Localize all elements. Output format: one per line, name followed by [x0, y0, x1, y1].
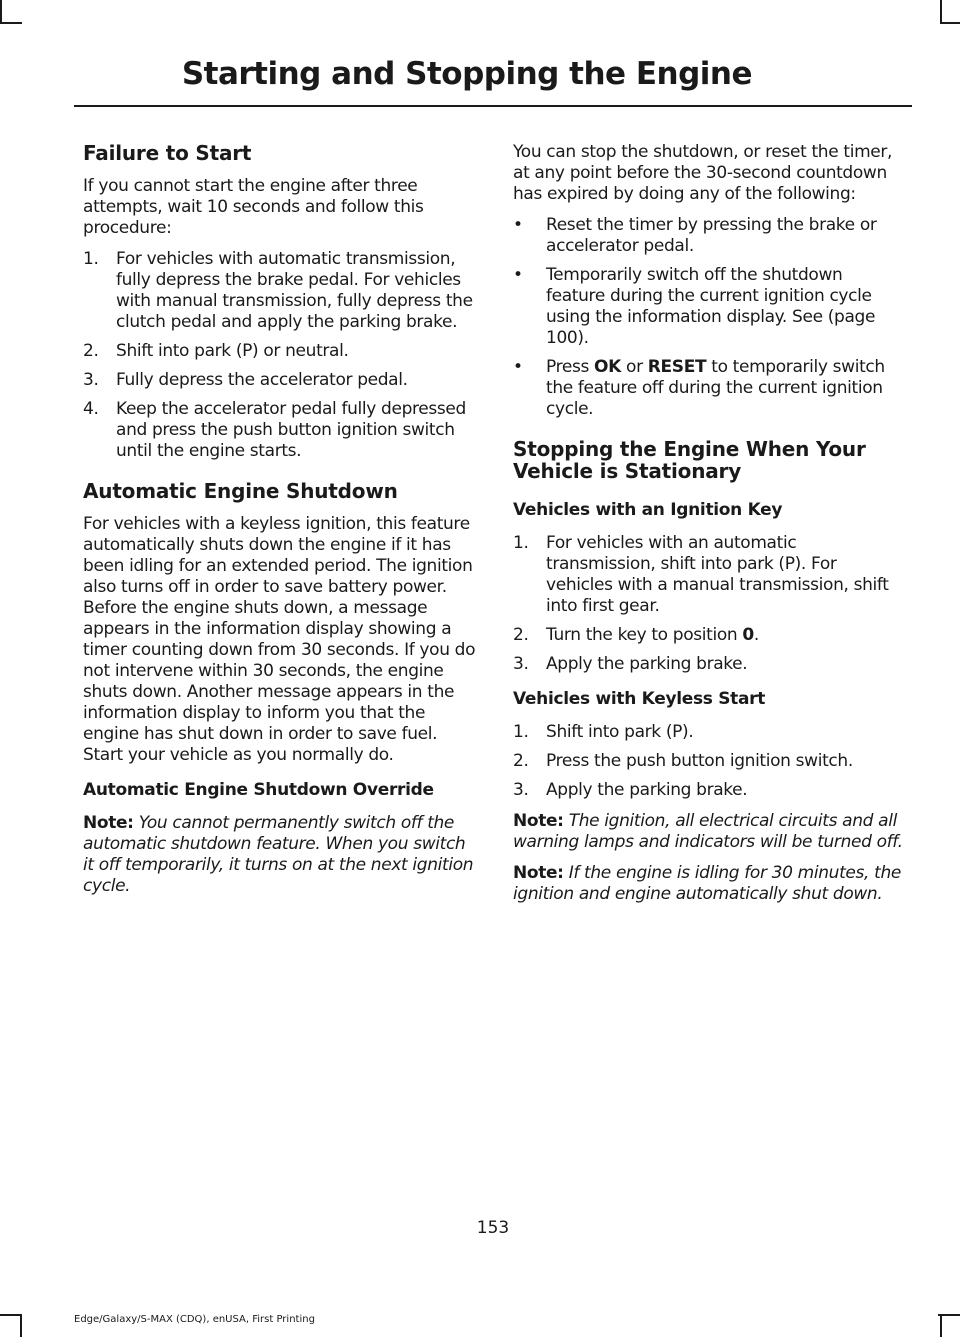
page-title: Starting and Stopping the Engine [181, 56, 752, 92]
crop-mark [0, 1314, 22, 1316]
failure-to-start-heading: Failure to Start [83, 141, 252, 165]
shutdown-override-heading: Automatic Engine Shutdown Override [83, 780, 434, 800]
crop-mark [20, 1316, 22, 1337]
list-item: 2. Turn the key to position 0. [513, 625, 759, 645]
crop-mark [940, 22, 960, 24]
ignition-key-steps [513, 533, 906, 675]
list-item: 1. For vehicles with an automatic transmission, shift into park (P). For vehicles with a manual transmission, shift into first gear. [513, 533, 889, 616]
list-item: 3. Apply the parking brake. [513, 780, 748, 800]
list-item: 2. Press the push button ignition switch. [513, 751, 853, 771]
left-column [83, 142, 476, 907]
keyless-start-steps [513, 722, 906, 801]
right-column [513, 142, 906, 915]
header-rule [74, 105, 912, 107]
failure-steps-list [83, 249, 476, 462]
footer-edition: Edge/Galaxy/S-MAX (CDQ), enUSA, First Printing [74, 1314, 315, 1325]
list-item: 3. Apply the parking brake. [513, 654, 748, 674]
crop-mark [0, 22, 22, 24]
page-number: 153 [476, 1218, 510, 1238]
list-item: 1. For vehicles with automatic transmission, fully depress the brake pedal. For vehicles with manual transmission, fully depress the clutch pedal and apply the parking brake. [83, 249, 473, 332]
list-item: • Temporarily switch off the shutdown feature during the current ignition cycle using the information display. See (page 100). [513, 265, 876, 348]
list-item: 4. Keep the accelerator pedal fully depressed and press the push button ignition switch until the engine starts. [83, 399, 466, 461]
idle-shutdown-note: Note: If the engine is idling for 30 minutes, the ignition and engine automatically shut down. [513, 863, 901, 904]
stop-shutdown-bullets [513, 215, 906, 420]
stopping-engine-heading: Stopping the Engine When Your Vehicle is Stationary [513, 437, 866, 483]
crop-mark [0, 0, 2, 22]
keyless-start-heading: Vehicles with Keyless Start [513, 689, 766, 709]
ignition-key-heading: Vehicles with an Ignition Key [513, 500, 783, 520]
override-note: Note: You cannot permanently switch off the automatic shutdown feature. When you switch it off temporarily, it turns on at the next ignition cycle. [83, 813, 474, 896]
stop-shutdown-intro: You can stop the shutdown, or reset the timer, at any point before the 30-second countdown has expired by doing any of the following: [513, 142, 893, 204]
ignition-off-note: Note: The ignition, all electrical circuits and all warning lamps and indicators will be turned off. [513, 811, 903, 852]
list-item: 1. Shift into park (P). [513, 722, 694, 742]
automatic-shutdown-body: For vehicles with a keyless ignition, this feature automatically shuts down the engine if it has been idling for an extended period. The ignition also turns off in order to save battery power. Before the engine shuts down, a message appears in the information display showing a timer counting down from 30 seconds. If you do not intervene within 30 seconds, the engine shuts down. Another message appears in the information display to inform you that the engine has shut down in order to save fuel. Start your vehicle as you normally do. [83, 514, 476, 765]
list-item: • Press OK or RESET to temporarily switch the feature off during the current ignition cycle. [513, 357, 885, 419]
automatic-shutdown-heading: Automatic Engine Shutdown [83, 479, 398, 503]
list-item: 3. Fully depress the accelerator pedal. [83, 370, 408, 390]
crop-mark [940, 0, 942, 22]
crop-mark [940, 1316, 942, 1337]
list-item: • Reset the timer by pressing the brake or accelerator pedal. [513, 215, 877, 256]
list-item: 2. Shift into park (P) or neutral. [83, 341, 349, 361]
failure-intro: If you cannot start the engine after three attempts, wait 10 seconds and follow this procedure: [83, 176, 424, 238]
